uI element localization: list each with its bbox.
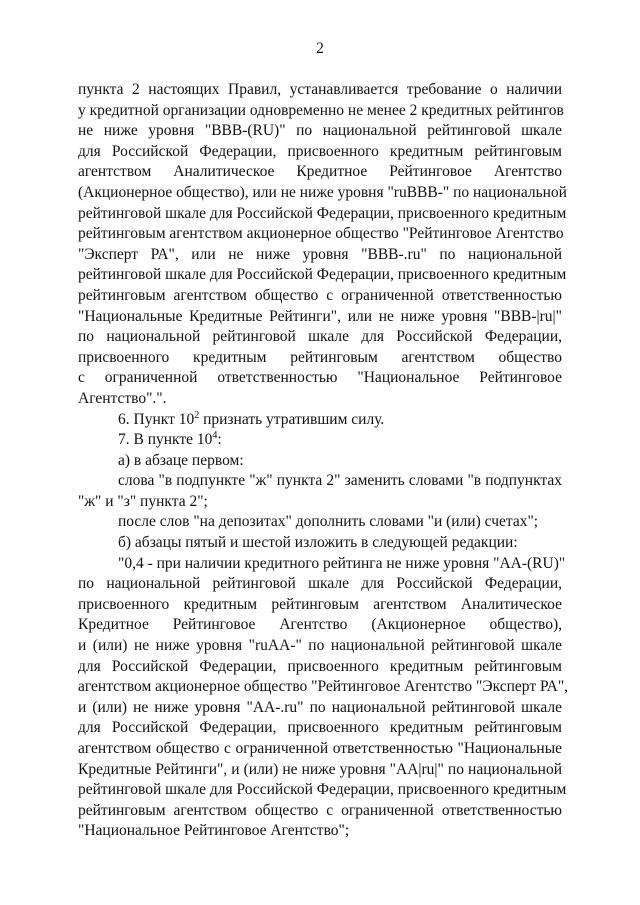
text-line <box>78 204 567 225</box>
text-line <box>78 698 562 719</box>
text-line <box>78 307 562 328</box>
line-text: Кредитное Рейтинговое Агентство (Акционерное общество), <box>78 616 562 634</box>
line-text: присвоенного кредитным рейтинговым агентством общество <box>78 348 562 366</box>
line-text: с ограниченной ответственностью "Национальное Рейтинговое <box>78 369 562 387</box>
line-text: Агентство".". <box>78 389 167 407</box>
line-text: "Национальные Кредитные Рейтинги", или не ниже уровня "BBB-|ru|" <box>78 307 562 325</box>
text-line <box>78 657 562 678</box>
line-text: и (или) не ниже уровня "AA-.ru" по национальной рейтинговой шкале <box>78 698 562 716</box>
text-line <box>78 615 562 636</box>
line-text: слова "в подпункте "ж" пункта 2" заменить словами "в подпунктах <box>118 472 562 490</box>
text-line <box>78 554 566 575</box>
text-line <box>78 410 562 431</box>
line-text: "Эксперт РА", или не ниже уровня "BBB-.ru" по национальной <box>78 245 562 263</box>
text-line <box>78 492 562 513</box>
line-text: по национальной рейтинговой шкале для Российской Федерации, <box>78 328 562 346</box>
line-text: а) в абзаце первом: <box>118 451 244 469</box>
text-line <box>78 677 569 698</box>
text-line <box>78 80 562 101</box>
text-line <box>78 760 562 781</box>
text-line <box>78 430 562 451</box>
page-number: 2 <box>316 40 324 57</box>
text-line <box>78 512 562 533</box>
line-text: (Акционерное общество), или не ниже уровня "ruBBB-" по национальной <box>78 183 567 201</box>
line-text: агентством общество с ограниченной ответственностью "Национальные <box>78 740 562 757</box>
line-text-after: : <box>217 431 222 449</box>
document-body <box>78 80 569 842</box>
text-line <box>78 368 562 389</box>
text-line <box>78 101 562 122</box>
line-text: для Российской Федерации, присвоенного кредитным рейтинговым <box>78 719 562 737</box>
text-line <box>78 224 562 245</box>
text-line <box>78 636 562 657</box>
text-line <box>78 574 562 595</box>
line-text: 6. Пункт 10 <box>118 410 195 428</box>
line-text: "ж" и "з" пункта 2"; <box>78 492 208 510</box>
text-line <box>78 801 562 822</box>
text-line <box>78 286 562 307</box>
text-line <box>78 533 562 554</box>
text-line <box>78 348 562 369</box>
text-line <box>78 265 567 286</box>
text-line <box>78 780 567 801</box>
text-line <box>78 327 562 348</box>
line-text: б) абзацы пятый и шестой изложить в следующей редакции: <box>118 534 518 552</box>
line-text: "0,4 - при наличии кредитного рейтинга не ниже уровня "AA-(RU)" <box>118 554 566 572</box>
line-text: рейтинговым агентством акционерное общество "Рейтинговое Агентство <box>78 225 564 243</box>
text-line <box>78 718 562 739</box>
text-line <box>78 162 562 183</box>
line-text: рейтинговым агентством общество с ограниченной ответственностью <box>78 286 562 304</box>
superscript: 2 <box>194 409 200 421</box>
line-text: Кредитные Рейтинги", и (или) не ниже уровня "AA|ru|" по национальной <box>78 760 562 778</box>
text-line <box>78 451 562 472</box>
line-text-after: признать утратившим силу. <box>199 410 385 428</box>
line-text: "Национальное Рейтинговое Агентство"; <box>78 822 350 840</box>
text-line <box>78 821 562 842</box>
text-line <box>78 183 567 204</box>
text-line <box>78 245 562 266</box>
line-text: после слов "на депозитах" дополнить словами "и (или) счетах"; <box>118 513 539 531</box>
line-text: рейтинговым агентством общество с ограниченной ответственностью <box>78 801 562 819</box>
line-text: присвоенного кредитным рейтинговым агентством Аналитическое <box>78 595 562 613</box>
line-text: пункта 2 настоящих Правил, устанавливается требование о наличии <box>78 81 562 98</box>
line-text: для Российской Федерации, присвоенного кредитным рейтинговым <box>78 142 562 160</box>
text-line <box>78 389 562 410</box>
line-text: агентством Аналитическое Кредитное Рейтинговое Агентство <box>78 163 562 181</box>
line-text: и (или) не ниже уровня "ruAA-" по национальной рейтинговой шкале <box>78 637 562 655</box>
text-line <box>78 142 562 163</box>
line-text: по национальной рейтинговой шкале для Российской Федерации, <box>78 575 562 593</box>
text-line <box>78 595 562 616</box>
line-text: рейтинговой шкале для Российской Федерации, присвоенного кредитным <box>78 781 567 799</box>
line-text: агентством акционерное общество "Рейтинговое Агентство "Эксперт РА", <box>78 678 569 696</box>
line-text: не ниже уровня "BBB-(RU)" по национальной рейтинговой шкале <box>78 122 562 140</box>
superscript: 4 <box>212 429 218 441</box>
line-text: у кредитной организации одновременно не менее 2 кредитных рейтингов <box>78 101 564 119</box>
text-line <box>78 471 562 492</box>
text-line <box>78 739 562 760</box>
line-text: для Российской Федерации, присвоенного кредитным рейтинговым <box>78 657 562 675</box>
line-text: рейтинговой шкале для Российской Федерации, присвоенного кредитным <box>78 204 567 222</box>
line-text: рейтинговой шкале для Российской Федерации, присвоенного кредитным <box>78 266 567 284</box>
text-line <box>78 121 562 142</box>
line-text: 7. В пункте 10 <box>118 431 213 449</box>
